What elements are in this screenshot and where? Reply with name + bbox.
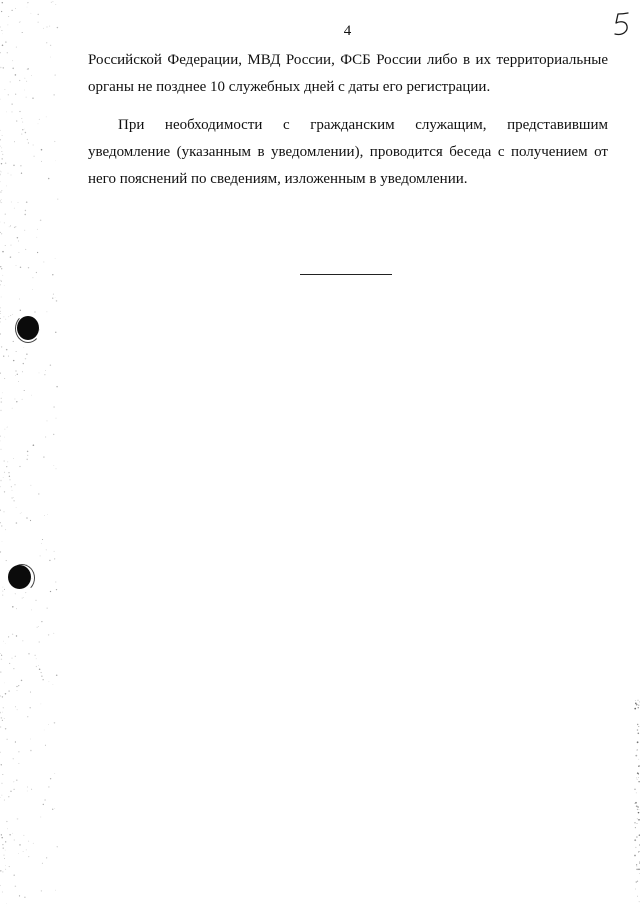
paragraph-interview: При необходимости с гражданским служащим, представившим уведомление (указанным в уведомлении), проводится беседа с получением от него пояснений по сведениям, изложенным в уведомлении. <box>88 117 608 187</box>
paragraph-continuation: Российской Федерации, МВД России, ФСБ России либо в их территориальные органы не позднее 10 служебных дней с даты его регистрации. <box>88 52 608 95</box>
handwritten-page-mark-icon <box>611 10 633 38</box>
binder-hole-top-icon <box>17 316 39 340</box>
end-of-text-rule <box>300 274 392 275</box>
page-number: 4 <box>343 23 352 39</box>
scan-noise-left-edge <box>0 0 60 905</box>
binder-hole-bottom-icon <box>8 565 31 589</box>
scan-noise-right-edge <box>632 0 640 905</box>
document-body <box>88 47 608 193</box>
